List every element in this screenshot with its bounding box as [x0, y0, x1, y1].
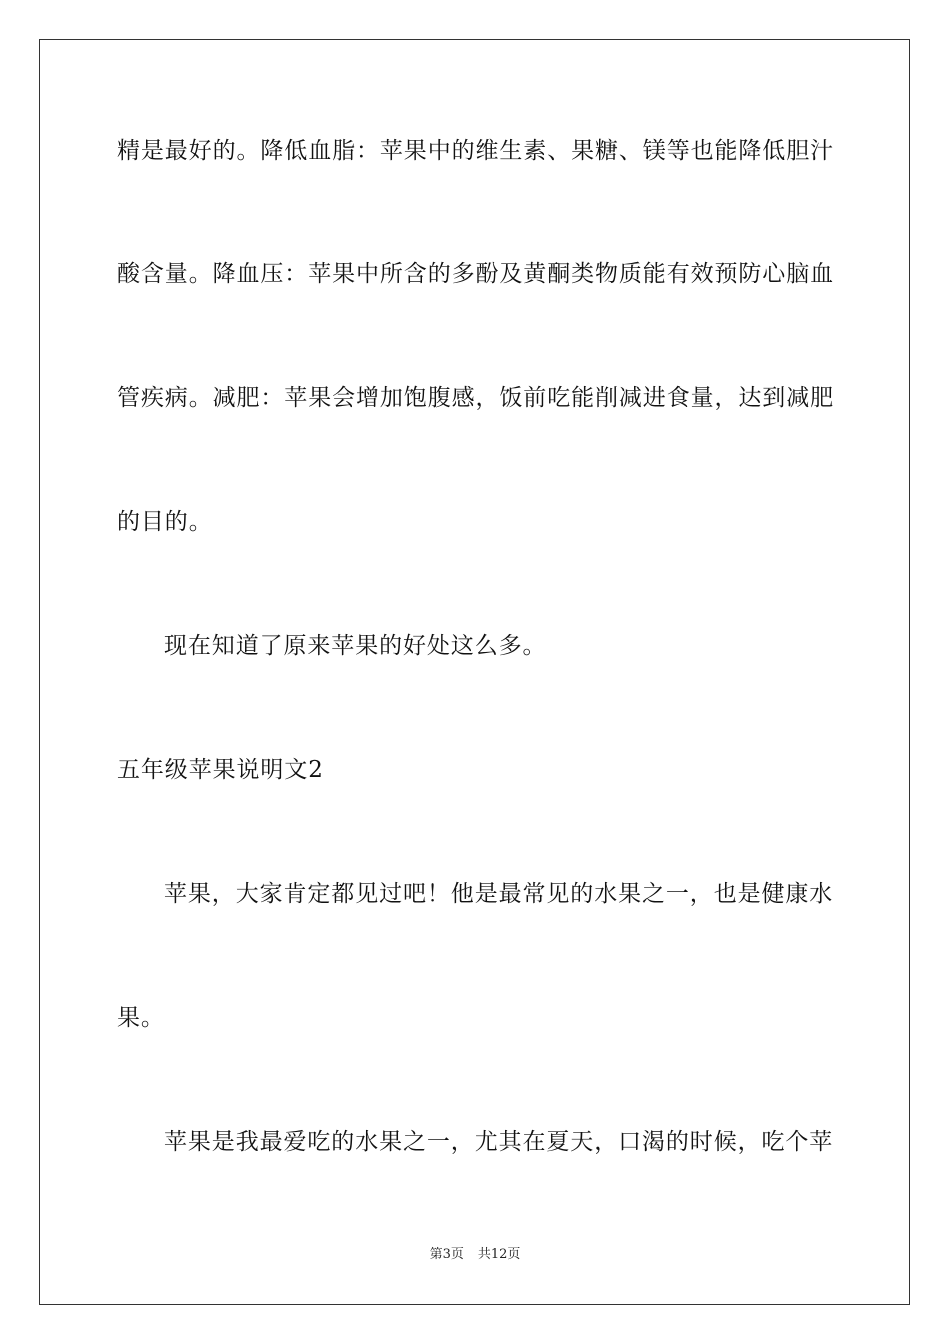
paragraph-line: 苹果，大家肯定都见过吧！他是最常见的水果之一，也是健康水 — [164, 881, 834, 907]
page-total: 共12页 — [477, 1247, 521, 1262]
paragraph-line: 现在知道了原来苹果的好处这么多。 — [164, 633, 547, 659]
paragraph-line: 苹果是我最爱吃的水果之一，尤其在夏天，口渴的时候，吃个苹 — [164, 1129, 834, 1155]
body-text-line: 的目的。 — [117, 509, 213, 535]
body-text-line: 精是最好的。降低血脂：苹果中的维生素、果糖、镁等也能降低胆汁 — [117, 138, 834, 164]
section-heading: 五年级苹果说明文2 — [117, 757, 324, 783]
body-text-line: 果。 — [117, 1005, 165, 1031]
body-text-line: 酸含量。降血压：苹果中所含的多酚及黄酮类物质能有效预防心脑血 — [117, 261, 834, 287]
page-footer — [0, 1246, 950, 1264]
page-border — [39, 39, 910, 1305]
body-text-line: 管疾病。减肥：苹果会增加饱腹感，饭前吃能削减进食量，达到减肥 — [117, 385, 834, 411]
page-number: 第3页 — [429, 1247, 464, 1262]
